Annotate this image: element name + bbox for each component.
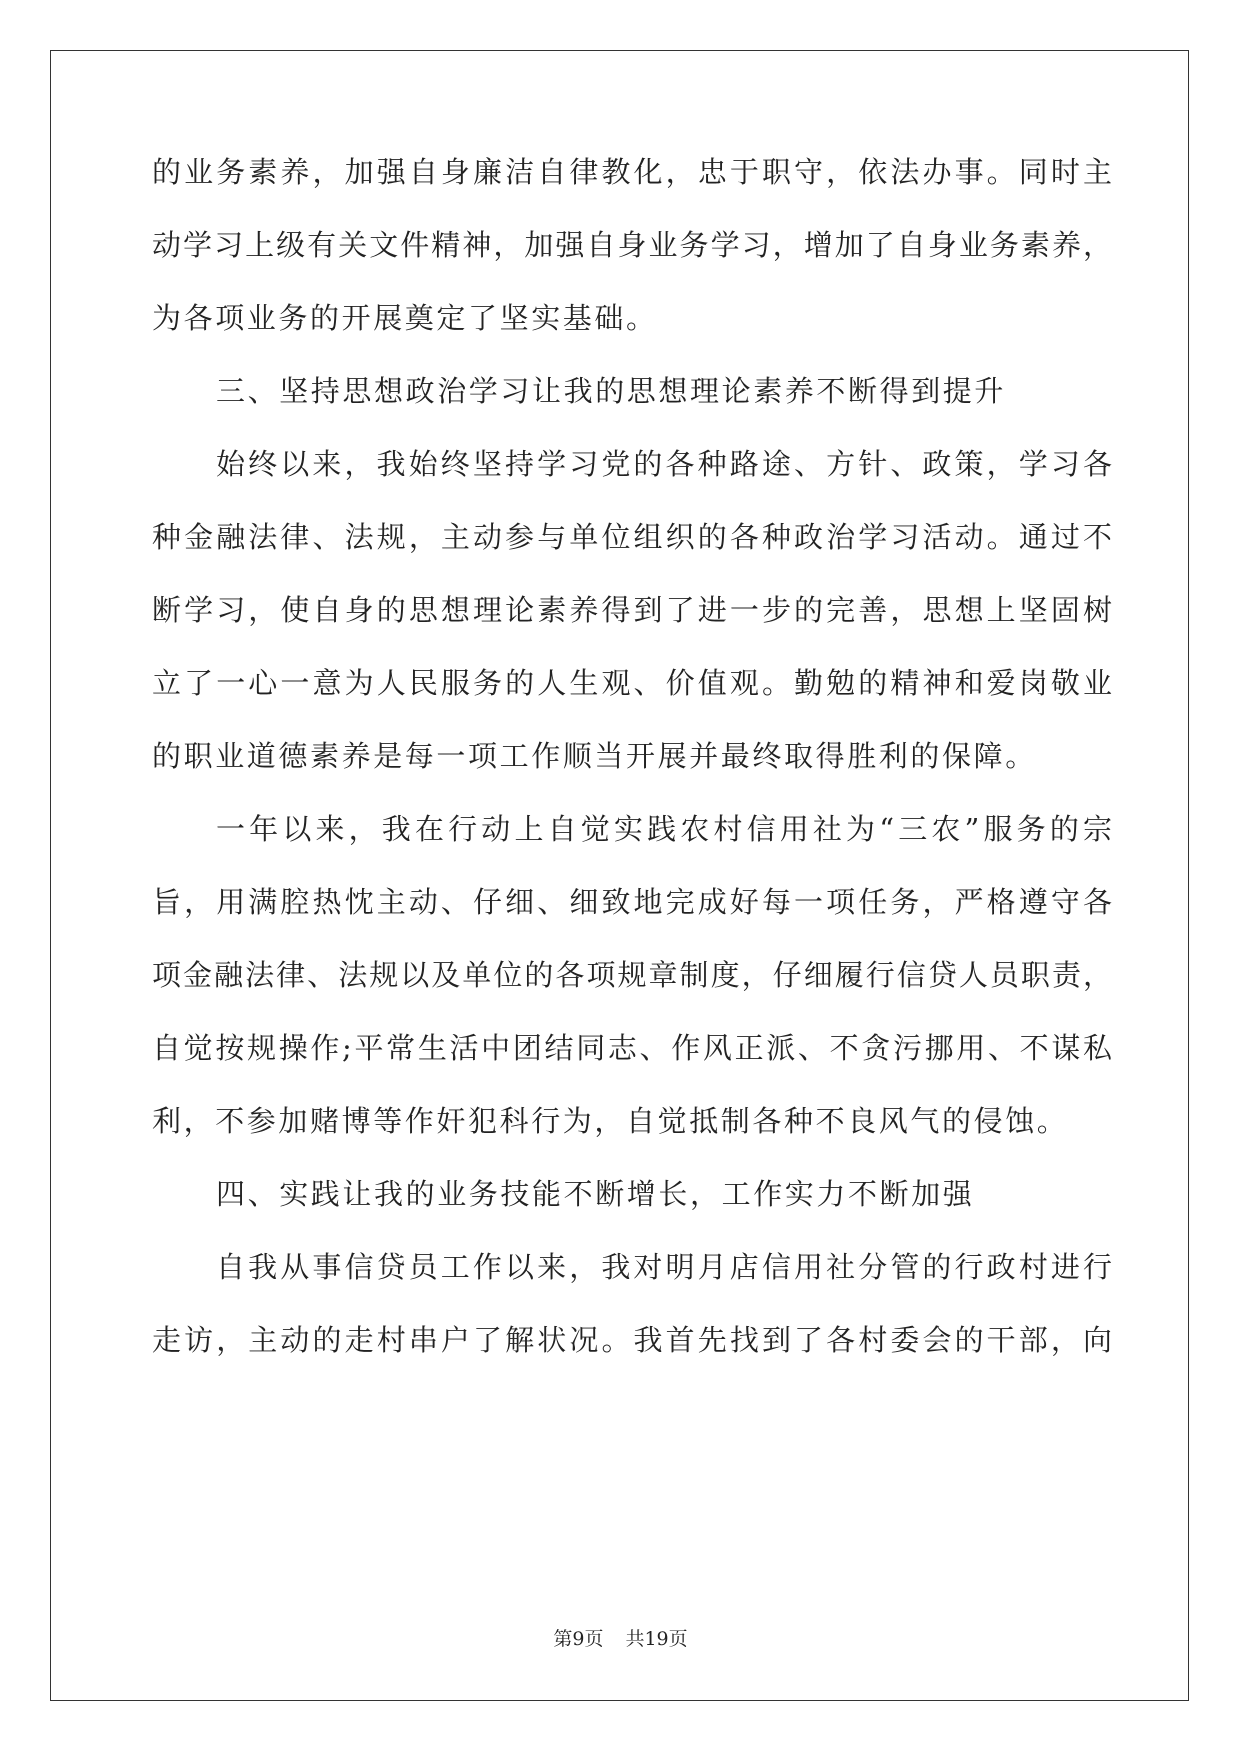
text-line: 自我从事信贷员工作以来，我对明月店信用社分管的行政村进行 [216, 1250, 1112, 1284]
text-line: 一年以来，我在行动上自觉实践农村信用社为“三农”服务的宗 [216, 812, 1112, 846]
text-line: 旨，用满腔热忱主动、仔细、细致地完成好每一项任务，严格遵守各 [152, 885, 1112, 919]
text-line: 自觉按规操作;平常生活中团结同志、作风正派、不贪污挪用、不谋私 [152, 1031, 1112, 1065]
page-number: 第9页 [553, 1628, 604, 1650]
text-line: 立了一心一意为人民服务的人生观、价值观。勤勉的精神和爱岗敬业 [152, 666, 1112, 700]
text-line: 项金融法律、法规以及单位的各项规章制度，仔细履行信贷人员职责， [152, 958, 1112, 992]
text-line: 始终以来，我始终坚持学习党的各种路途、方针、政策，学习各 [216, 447, 1112, 481]
page-total: 共19页 [625, 1628, 688, 1650]
text-line: 走访，主动的走村串户了解状况。我首先找到了各村委会的干部，向 [152, 1323, 1112, 1357]
text-line: 的职业道德素养是每一项工作顺当开展并最终取得胜利的保障。 [152, 739, 1037, 773]
page-footer [0, 1627, 1241, 1651]
text-line: 种金融法律、法规，主动参与单位组织的各种政治学习活动。通过不 [152, 520, 1112, 554]
section-heading: 四、实践让我的业务技能不断增长，工作实力不断加强 [216, 1177, 975, 1211]
section-heading: 三、坚持思想政治学习让我的思想理论素养不断得到提升 [216, 374, 1007, 408]
text-line: 动学习上级有关文件精神，加强自身业务学习，增加了自身业务素养， [152, 228, 1112, 262]
text-line: 为各项业务的开展奠定了坚实基础。 [152, 301, 658, 335]
text-line: 断学习，使自身的思想理论素养得到了进一步的完善，思想上坚固树 [152, 593, 1112, 627]
text-line: 利，不参加赌博等作奸犯科行为，自觉抵制各种不良风气的侵蚀。 [152, 1104, 1069, 1138]
text-line: 的业务素养，加强自身廉洁自律教化，忠于职守，依法办事。同时主 [152, 155, 1112, 189]
